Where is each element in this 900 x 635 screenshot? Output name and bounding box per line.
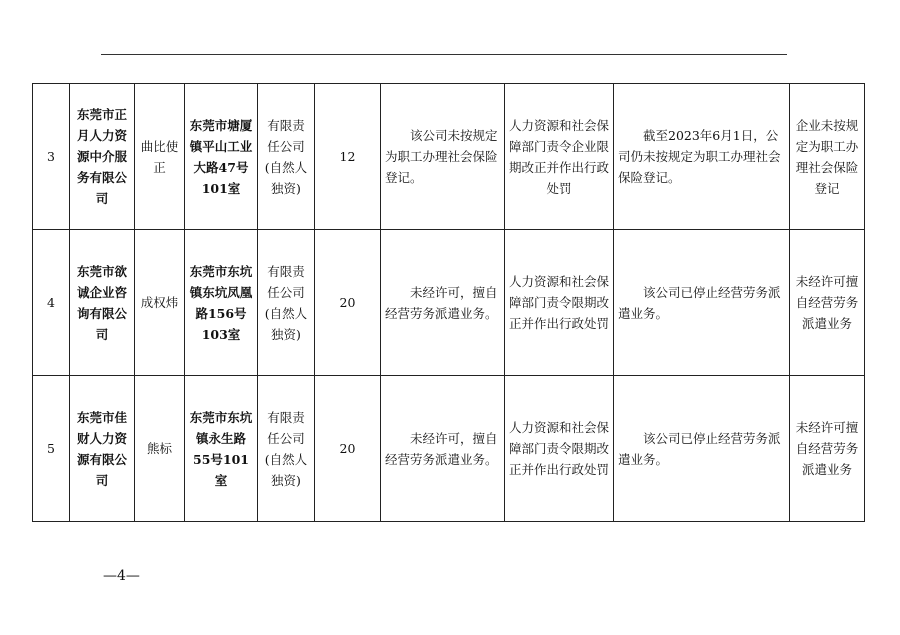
amount: 12 (315, 84, 381, 230)
status-text: 截至2023年6月1日，公司仍未按规定为职工办理社会保险登记。 (618, 128, 781, 185)
status-text: 该公司已停止经营劳务派遣业务。 (618, 284, 781, 321)
table-row (33, 84, 865, 230)
legal-representative: 曲比使正 (135, 84, 185, 230)
violation-text: 该公司未按规定为职工办理社会保险登记。 (385, 128, 498, 185)
company-address: 东莞市东坑镇东坑凤凰路156号103室 (185, 230, 258, 376)
company-name: 东莞市正月人力资源中介服务有限公司 (70, 84, 135, 230)
company-type: 有限责任公司(自然人独资) (258, 230, 315, 376)
reason-text: 企业未按规定为职工办理社会保险登记 (790, 84, 865, 230)
table-row (33, 230, 865, 376)
row-number: 4 (33, 230, 70, 376)
reason-text: 未经许可擅自经营劳务派遣业务 (790, 230, 865, 376)
company-name: 东莞市欲诚企业咨询有限公司 (70, 230, 135, 376)
company-type: 有限责任公司(自然人独资) (258, 84, 315, 230)
legal-representative: 成权炜 (135, 230, 185, 376)
company-type: 有限责任公司(自然人独资) (258, 376, 315, 522)
company-address: 东莞市东坑镇永生路55号101室 (185, 376, 258, 522)
punishment-text: 人力资源和社会保障部门责令限期改正并作出行政处罚 (505, 230, 614, 376)
punishment-text: 人力资源和社会保障部门责令企业限期改正并作出行政处罚 (505, 84, 614, 230)
violation-text: 未经许可，擅自经营劳务派遣业务。 (385, 430, 498, 467)
company-name: 东莞市佳财人力资源有限公司 (70, 376, 135, 522)
table-row (33, 376, 865, 522)
amount: 20 (315, 376, 381, 522)
legal-representative: 熊标 (135, 376, 185, 522)
row-number: 3 (33, 84, 70, 230)
page-number: —4— (103, 568, 140, 584)
punishment-text: 人力资源和社会保障部门责令限期改正并作出行政处罚 (505, 376, 614, 522)
company-address: 东莞市塘厦镇平山工业大路47号101室 (185, 84, 258, 230)
row-number: 5 (33, 376, 70, 522)
header-rule (101, 54, 787, 55)
status-text: 该公司已停止经营劳务派遣业务。 (618, 430, 781, 467)
violation-text: 未经许可，擅自经营劳务派遣业务。 (385, 284, 498, 321)
amount: 20 (315, 230, 381, 376)
reason-text: 未经许可擅自经营劳务派遣业务 (790, 376, 865, 522)
enforcement-table (32, 83, 865, 522)
